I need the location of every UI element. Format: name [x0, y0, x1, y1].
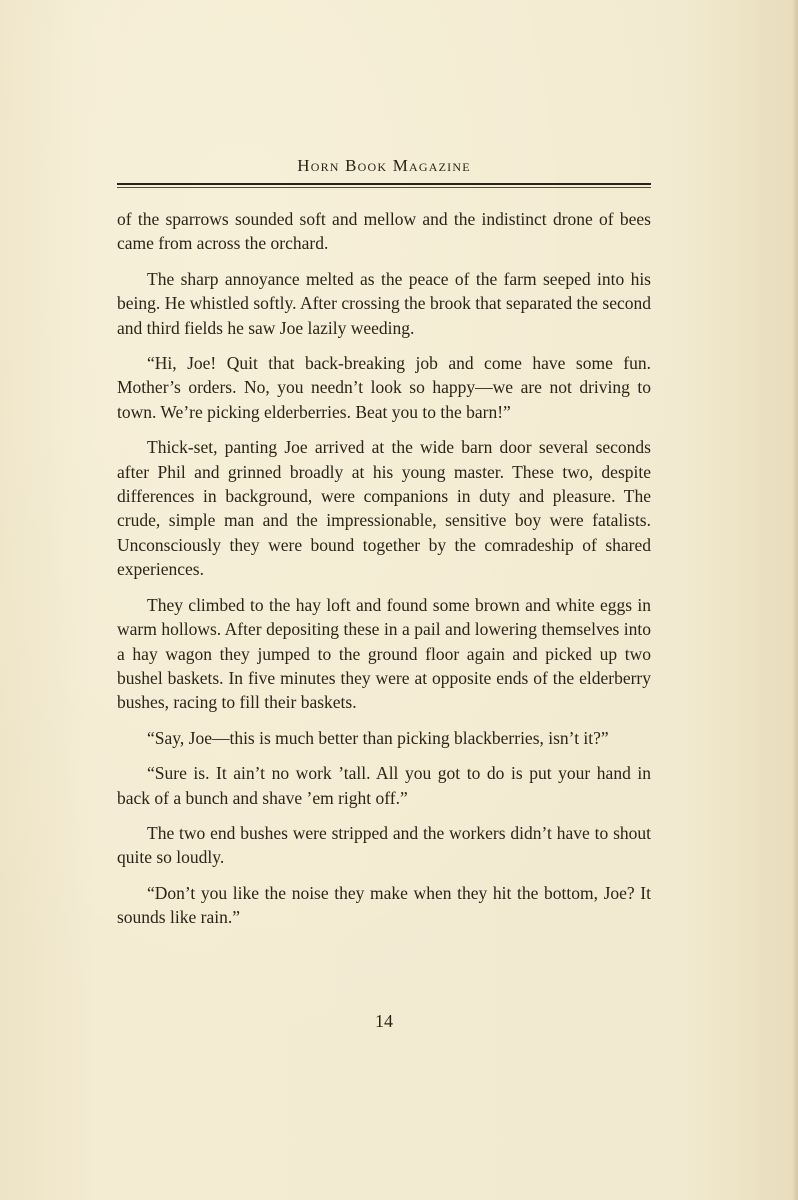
- running-head: Horn Book Magazine: [297, 156, 471, 175]
- body-text: [117, 207, 651, 941]
- header-rule: [117, 183, 651, 185]
- page-number: 14: [375, 1011, 393, 1031]
- paragraph-4: Thick-set, panting Joe arrived at the wide barn door several seconds after Phil and grinned broadly at his young master. These two, despite differences in background, were companions in duty and pleasure. The crude, simple man and the impressionable, sensitive boy were fatalists. Unconsciously they were bound together by the comradeship of shared experiences.: [117, 437, 651, 580]
- paragraph-9: “Don’t you like the noise they make when they hit the bottom, Joe? It sounds like rain.”: [117, 882, 651, 928]
- header-rule-thin: [117, 187, 651, 188]
- paragraph-8: The two end bushes were stripped and the workers didn’t have to shout quite so loudly.: [117, 822, 651, 868]
- paragraph-7: “Sure is. It ain’t no work ’tall. All you got to do is put your hand in back of a bunch and shave ’em right off.”: [117, 763, 651, 808]
- paragraph-3: “Hi, Joe! Quit that back-breaking job and come have some fun. Mother’s orders. No, you needn’t look so happy—we are not driving to town. We’re picking elderberries. Beat you to the barn!”: [117, 353, 651, 422]
- paragraph-2: The sharp annoyance melted as the peace of the farm seeped into his being. He whistled softly. After crossing the brook that separated the second and third fields he saw Joe lazily weeding.: [117, 268, 651, 338]
- paragraph-1: of the sparrows sounded soft and mellow and the indistinct drone of bees came from across the orchard.: [117, 209, 651, 254]
- page-edge-shadow: [792, 0, 798, 1200]
- paragraph-5: They climbed to the hay loft and found some brown and white eggs in warm hollows. After depositing these in a pail and lowering themselves into a hay wagon they jumped to the ground floor again and picked up two bushel baskets. In five minutes they were at opposite ends of the elderberry bushes, racing to fill their baskets.: [117, 594, 651, 713]
- paragraph-6: “Say, Joe—this is much better than picking blackberries, isn’t it?”: [147, 727, 609, 748]
